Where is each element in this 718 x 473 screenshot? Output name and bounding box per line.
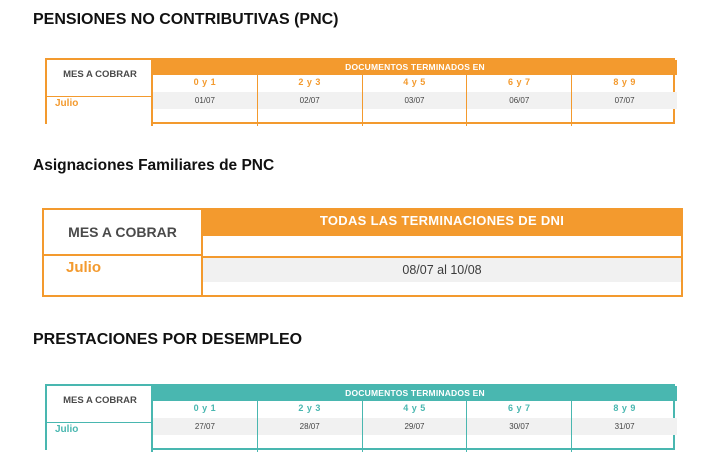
table-column bbox=[467, 75, 572, 126]
month-column bbox=[44, 210, 203, 295]
divider bbox=[44, 254, 201, 256]
table-column bbox=[153, 75, 258, 126]
asignaciones-section-title: Asignaciones Familiares de PNC bbox=[33, 157, 275, 174]
asignaciones-schedule-table bbox=[42, 208, 683, 297]
column-date: 02/07 bbox=[258, 92, 362, 109]
divider bbox=[203, 234, 681, 236]
desempleo-section-title: PRESTACIONES POR DESEMPLEO bbox=[33, 331, 303, 348]
column-label: 8 y 9 bbox=[613, 403, 636, 413]
column-date: 03/07 bbox=[363, 92, 467, 109]
table-column bbox=[258, 401, 363, 452]
month-value: Julio bbox=[55, 98, 79, 109]
documents-group bbox=[153, 60, 677, 126]
column-date: 06/07 bbox=[467, 92, 571, 109]
table-column bbox=[363, 75, 468, 126]
column-label: 2 y 3 bbox=[298, 403, 321, 413]
table-column bbox=[363, 401, 468, 452]
column-date: 27/07 bbox=[153, 418, 257, 435]
column-label: 0 y 1 bbox=[193, 403, 217, 413]
column-date: 28/07 bbox=[258, 418, 362, 435]
month-value: Julio bbox=[66, 259, 102, 276]
column-label: 8 y 9 bbox=[613, 77, 636, 87]
pnc-schedule-table bbox=[45, 58, 675, 124]
date-range: 08/07 al 10/08 bbox=[203, 256, 681, 282]
documents-group bbox=[153, 386, 677, 452]
table-column bbox=[153, 401, 258, 452]
dni-group bbox=[203, 210, 681, 295]
column-label: 2 y 3 bbox=[298, 77, 321, 87]
column-date: 31/07 bbox=[572, 418, 677, 435]
table-column bbox=[258, 75, 363, 126]
month-value: Julio bbox=[55, 424, 79, 435]
group-header: DOCUMENTOS TERMINADOS EN bbox=[153, 386, 677, 401]
table-column bbox=[467, 401, 572, 452]
column-label: 4 y 5 bbox=[403, 77, 426, 87]
divider bbox=[47, 96, 153, 97]
column-date: 29/07 bbox=[363, 418, 467, 435]
column-date: 30/07 bbox=[467, 418, 571, 435]
month-header: MES A COBRAR bbox=[63, 69, 137, 80]
group-header: TODAS LAS TERMINACIONES DE DNI bbox=[203, 210, 681, 234]
column-label: 6 y 7 bbox=[508, 403, 531, 413]
column-date: 07/07 bbox=[572, 92, 677, 109]
column-label: 0 y 1 bbox=[193, 77, 217, 87]
column-date: 01/07 bbox=[153, 92, 257, 109]
month-column bbox=[47, 60, 153, 126]
desempleo-schedule-table bbox=[45, 384, 675, 450]
month-header: MES A COBRAR bbox=[63, 395, 137, 406]
month-column bbox=[47, 386, 153, 452]
month-header: MES A COBRAR bbox=[68, 224, 177, 240]
column-label: 6 y 7 bbox=[508, 77, 531, 87]
group-header: DOCUMENTOS TERMINADOS EN bbox=[153, 60, 677, 75]
pnc-section-title: PENSIONES NO CONTRIBUTIVAS (PNC) bbox=[33, 11, 339, 28]
divider bbox=[47, 422, 153, 423]
column-label: 4 y 5 bbox=[403, 403, 426, 413]
table-column bbox=[572, 75, 677, 126]
table-column bbox=[572, 401, 677, 452]
